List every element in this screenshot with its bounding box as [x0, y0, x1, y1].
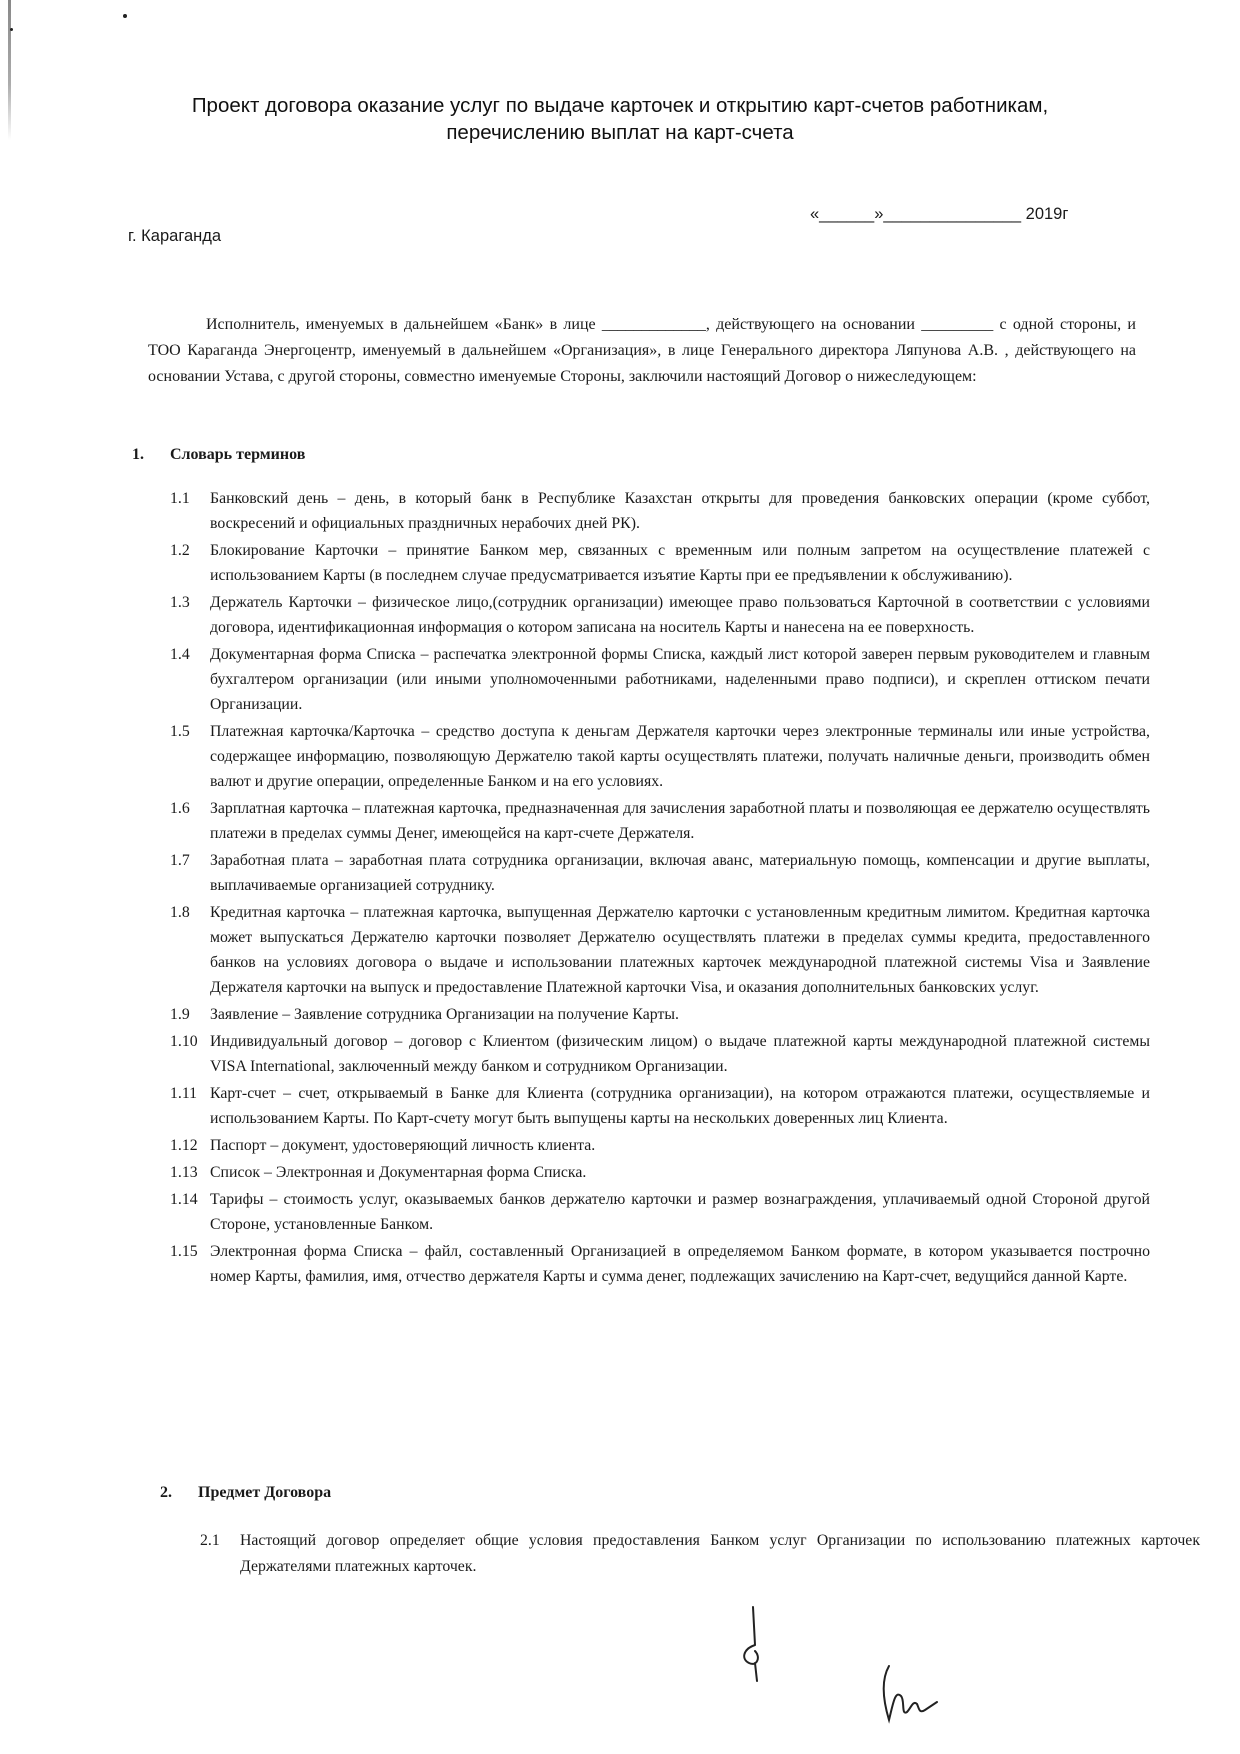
term-item — [170, 1133, 1150, 1158]
handwritten-initial-mark — [735, 1605, 775, 1685]
term-text: Заявление – Заявление сотрудника Организации на получение Карты. — [210, 1006, 679, 1023]
term-text: Заработная плата – заработная плата сотрудника организации, включая аванс, материальную помощь, компенсации и другие выплаты, выплачиваемые организацией сотруднику. — [210, 852, 1150, 894]
clause-text: Настоящий договор определяет общие условия предоставления Банком услуг Организации по использованию платежных карточек Держателями платежных карточек. — [240, 1532, 1200, 1575]
term-item — [170, 642, 1150, 717]
term-item — [170, 486, 1150, 536]
term-number: 1.15 — [170, 1243, 198, 1260]
intro-paragraph: Исполнитель, именуемых в дальнейшем «Банк» в лице _____________, действующего на основании _________ с одной стороны, и ТОО Караганда Энергоцентр, именуемый в дальнейшем «Организация», в лице Генерального директора Ляпунова А.В. , действующего на основании Устава, с другой стороны, совместно именуемые Стороны, заключили настоящий Договор о нижеследующем: — [148, 316, 1136, 385]
term-item — [170, 848, 1150, 898]
term-number: 1.13 — [170, 1164, 198, 1181]
handwritten-signature — [875, 1660, 945, 1730]
term-item — [170, 1002, 1150, 1027]
term-text: Документарная форма Списка – распечатка электронной формы Списка, каждый лист которой заверен первым руководителем и главным бухгалтером организации (или иными уполномоченными работниками, наделенными право подписи), и скреплен оттиском печати Организации. — [210, 646, 1150, 713]
term-text: Банковский день – день, в который банк в Республике Казахстан открыты для проведения банковских операции (кроме суббот, воскресений и официальных праздничных нерабочих дней РК). — [210, 490, 1150, 532]
document-title — [120, 92, 1120, 146]
term-number: 1.7 — [170, 852, 190, 869]
section-title: Предмет Договора — [198, 1484, 332, 1501]
section-number: 1. — [132, 446, 144, 463]
term-text: Электронная форма Списка – файл, составленный Организацией в определяемом Банком формате, в котором указывается построчно номер Карты, фамилия, имя, отчество держателя Карты и сумма денег, подлежащих зачислению на Карт-счет, ведущийся данной Карте. — [210, 1243, 1150, 1285]
term-text: Держатель Карточки – физическое лицо,(сотрудник организации) имеющее право пользоваться Карточной в соответствии с условиями договора, идентификационная информация о котором записана на носитель Карты и нанесена на ее поверхность. — [210, 594, 1150, 636]
term-number: 1.12 — [170, 1137, 198, 1154]
clause-number: 2.1 — [200, 1532, 220, 1549]
term-text: Блокирование Карточки – принятие Банком мер, связанных с временным или полным запретом на осуществление платежей с использованием Карты (в последнем случае предусматривается изъятие Карты при ее предъявлении к обслуживанию). — [210, 542, 1150, 584]
term-text: Тарифы – стоимость услуг, оказываемых банков держателю карточки и размер вознаграждения, уплачиваемый одной Стороной другой Стороне, установленные Банком. — [210, 1191, 1150, 1233]
term-number: 1.11 — [170, 1085, 198, 1102]
term-text: Карт-счет – счет, открываемый в Банке для Клиента (сотрудника организации), на котором отражаются платежи, осуществляемые и использованием Карты. По Карт-счету могут быть выпущены карты на нескольких доверенных лиц Клиента. — [210, 1085, 1150, 1127]
term-text: Список – Электронная и Документарная форма Списка. — [210, 1164, 587, 1181]
term-item — [170, 1029, 1150, 1079]
term-text: Платежная карточка/Карточка – средство доступа к деньгам Держателя карточки через электронные терминалы или иные устройства, содержащее информацию, позволяющую Держателю такой карты осуществлять платежи, получать наличные деньги, производить обмен валют и другие операции, определенные Банком и на его условиях. — [210, 723, 1150, 790]
scan-dot-artifact — [123, 14, 127, 18]
term-number: 1.4 — [170, 646, 190, 663]
term-item — [170, 796, 1150, 846]
term-number: 1.8 — [170, 904, 190, 921]
term-number: 1.3 — [170, 594, 190, 611]
term-item — [170, 1081, 1150, 1131]
term-item — [170, 538, 1150, 588]
term-number: 1.6 — [170, 800, 190, 817]
term-item — [170, 1160, 1150, 1185]
term-number: 1.5 — [170, 723, 190, 740]
terms-list — [170, 486, 1150, 1291]
term-item — [170, 1187, 1150, 1237]
term-text: Зарплатная карточка – платежная карточка, предназначенная для зачисления заработной платы и позволяющая ее держателю осуществлять платежи в пределах суммы Денег, имеющейся на карт-счете Держателя. — [210, 800, 1150, 842]
term-number: 1.2 — [170, 542, 190, 559]
section-number: 2. — [160, 1484, 172, 1501]
subject-clause — [200, 1528, 1200, 1580]
section-title: Словарь терминов — [170, 446, 306, 463]
term-number: 1.1 — [170, 490, 190, 507]
section-1-heading — [132, 446, 305, 464]
title-line-2: перечислению выплат на карт-счета — [446, 121, 794, 144]
term-number: 1.10 — [170, 1033, 198, 1050]
term-number: 1.14 — [170, 1191, 198, 1208]
title-line-1: Проект договора оказание услуг по выдаче карточек и открытию карт-счетов работникам, — [191, 94, 1049, 117]
contract-city: г. Караганда — [128, 227, 222, 245]
scan-dot-artifact — [10, 28, 13, 31]
term-item — [170, 1239, 1150, 1289]
contract-date: «______»_______________ 2019г — [810, 205, 1069, 223]
term-text: Паспорт – документ, удостоверяющий личность клиента. — [210, 1137, 596, 1154]
term-item — [170, 719, 1150, 794]
scan-edge-artifact — [8, 0, 11, 140]
term-text: Индивидуальный договор – договор с Клиентом (физическим лицом) о выдаче платежной карты международной платежной системы VISA International, заключенный между банком и сотрудником Организации. — [210, 1033, 1150, 1075]
section-2-heading — [160, 1484, 331, 1502]
term-text: Кредитная карточка – платежная карточка, выпущенная Держателю карточки с установленным кредитным лимитом. Кредитная карточка может выпускаться Держателю карточки позволяет Держателю осуществлять платежи в пределах суммы кредита, предоставленного банков на условиях договора о выдаче и использовании платежных карточек международной платежной системы Visa и Заявление Держателя карточки на выпуск и предоставление Платежной карточки Visa, и оказания дополнительных банковских услуг. — [210, 904, 1150, 996]
term-item — [170, 590, 1150, 640]
term-number: 1.9 — [170, 1006, 190, 1023]
term-item — [170, 900, 1150, 1000]
